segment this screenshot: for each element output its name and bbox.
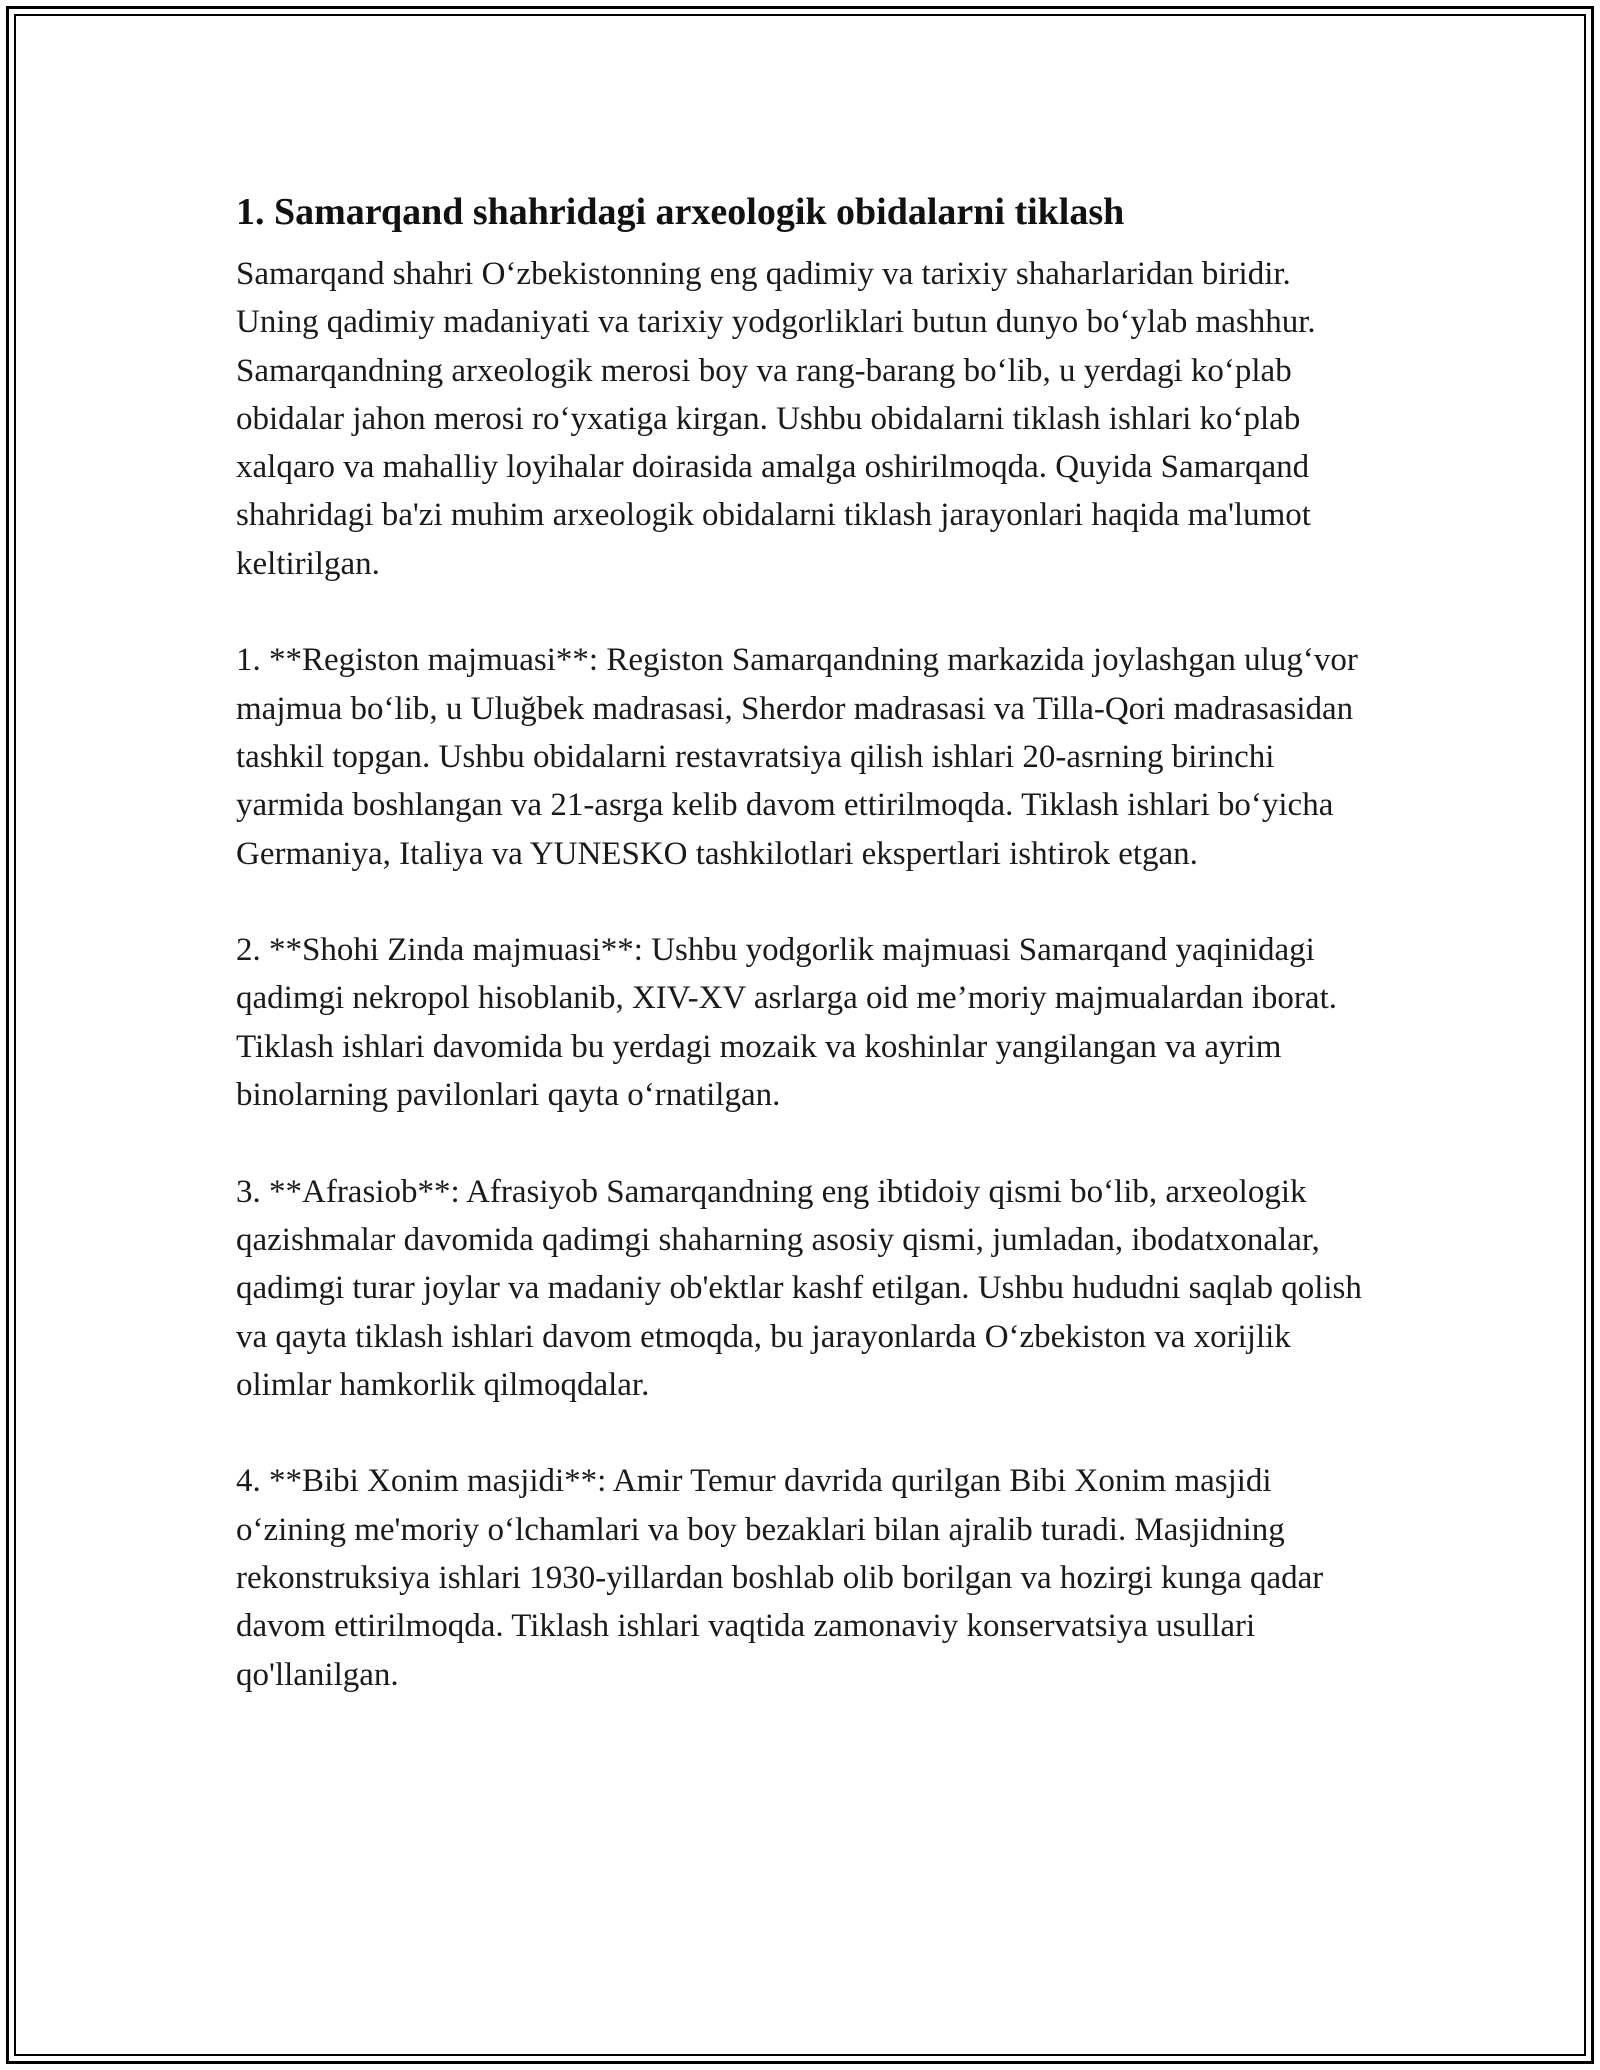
list-item-shohi-zinda: 2. **Shohi Zinda majmuasi**: Ushbu yodgorlik majmuasi Samarqand yaqinidagi qadimgi nekropol hisoblanib, XIV-XV asrlarga oid me’moriy majmualardan iborat. Tiklash ishlari davomida bu yerdagi mozaik va koshinlar yangilangan va ayrim binolarning pavilonlari qayta o‘rnatilgan. bbox=[236, 932, 1337, 1114]
document-body bbox=[236, 186, 1376, 1699]
intro-paragraph: Samarqand shahri O‘zbekistonning eng qadimiy va tarixiy shaharlaridan biridir. Uning qadimiy madaniyati va tarixiy yodgorliklari butun dunyo bo‘ylab mashhur. Samarqandning arxeologik merosi boy va rang-barang bo‘lib, u yerdagi ko‘plab obidalar jahon merosi ro‘yxatiga kirgan. Ushbu obidalarni tiklash ishlari ko‘plab xalqaro va mahalliy loyihalar doirasida amalga oshirilmoqda. Quyida Samarqand shahridagi ba'zi muhim arxeologik obidalarni tiklash jarayonlari haqida ma'lumot keltirilgan. bbox=[236, 256, 1316, 582]
list-item-afrasiob: 3. **Afrasiob**: Afrasiyob Samarqandning eng ibtidoiy qismi bo‘lib, arxeologik qazishmalar davomida qadimgi shaharning asosiy qismi, jumladan, ibodatxonalar, qadimgi turar joylar va madaniy ob'ektlar kashf etilgan. Ushbu hududni saqlab qolish va qayta tiklash ishlari davom etmoqda, bu jarayonlarda O‘zbekiston va xorijlik olimlar hamkorlik qilmoqdalar. bbox=[236, 1173, 1362, 1403]
section-heading: 1. Samarqand shahridagi arxeologik obidalarni tiklash bbox=[236, 191, 1125, 233]
list-item-registon: 1. **Registon majmuasi**: Registon Samarqandning markazida joylashgan ulug‘vor majmua bo‘lib, u Uluğbek madrasasi, Sherdor madrasasi va Tilla-Qori madrasasidan tashkil topgan. Ushbu obidalarni restavratsiya qilish ishlari 20-asrning birinchi yarmida boshlangan va 21-asrga kelib davom ettirilmoqda. Tiklash ishlari bo‘yicha Germaniya, Italiya va YUNESKO tashkilotlari ekspertlari ishtirok etgan. bbox=[236, 642, 1358, 872]
list-item-bibi-xonim: 4. **Bibi Xonim masjidi**: Amir Temur davrida qurilgan Bibi Xonim masjidi o‘zining me'moriy o‘lchamlari va boy bezaklari bilan ajralib turadi. Masjidning rekonstruksiya ishlari 1930-yillardan boshlab olib borilgan va hozirgi kunga qadar davom ettirilmoqda. Tiklash ishlari vaqtida zamonaviy konservatsiya usullari qo'llanilgan. bbox=[236, 1463, 1324, 1693]
